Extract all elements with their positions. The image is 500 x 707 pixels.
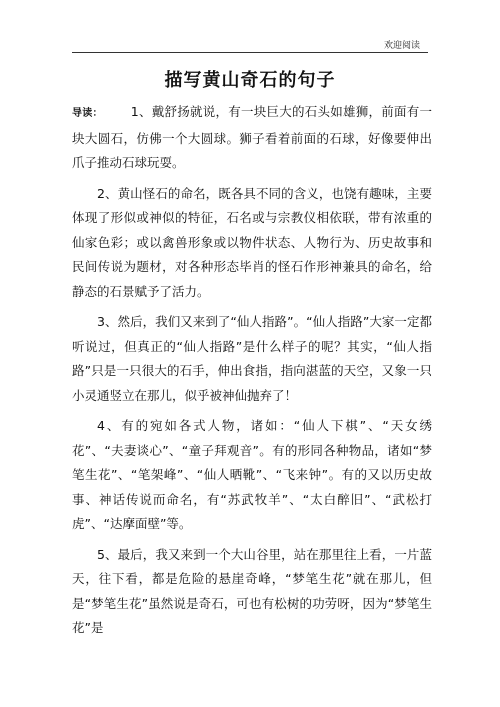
page-title: 描写黄山奇石的句子	[164, 70, 336, 91]
article-body	[72, 100, 432, 647]
lead-label: 导读：	[72, 108, 103, 119]
header-note: 欢迎阅读	[383, 41, 420, 51]
paragraph-5: 5、最后，我又来到一个大山谷里，站在那里往上看，一片蓝天，往下看，都是危险的悬崖奇峰，“梦笔生花”就在那儿，但是“梦笔生花”虽然说是奇石，可也有松树的功劳呀，因为“梦笔生花”是	[72, 546, 432, 635]
paragraph-2: 2、黄山怪石的命名，既各具不同的含义，也饶有趣味，主要体现了形似或神似的特征，石名或与宗教仪相依联，带有浓重的仙家色彩；或以禽兽形象或以物件状态、人物行为、历史故事和民间传说为题材，对各种形态毕肖的怪石作形神兼具的命名，给静态的石景赋予了活力。	[72, 185, 432, 299]
lead-paragraph	[72, 100, 432, 176]
header-rule	[72, 52, 428, 53]
paragraph-3: 3、然后，我们又来到了“仙人指路”。“仙人指路”大家一定都听说过，但真正的“仙人指路”是什么样子的呢？其实，“仙人指路”只是一只很大的石手，伸出食指，指向湛蓝的天空，又象一只小灵通竖立在那儿，似乎被神仙抛弃了！	[72, 314, 432, 403]
lead-text: 1、戴舒扬就说，有一块巨大的石头如雄狮，前面有一块大圆石，仿佛一个大圆球。狮子看着前面的石球，好像要伸出爪子推动石球玩耍。	[72, 104, 432, 170]
paragraph-4: 4、有的宛如各式人物，诸如：“仙人下棋”、“天女绣花”、“夫妻谈心”、“童子拜观音”。有的形同各种物品，诸如“梦笔生花”、“笔架峰”、“仙人晒靴”、“飞来钟”。有的又以历史故事、神话传说而命名，有“苏武牧羊”、“太白醉旧”、“武松打虎”、“达摩面壁”等。	[72, 418, 432, 531]
